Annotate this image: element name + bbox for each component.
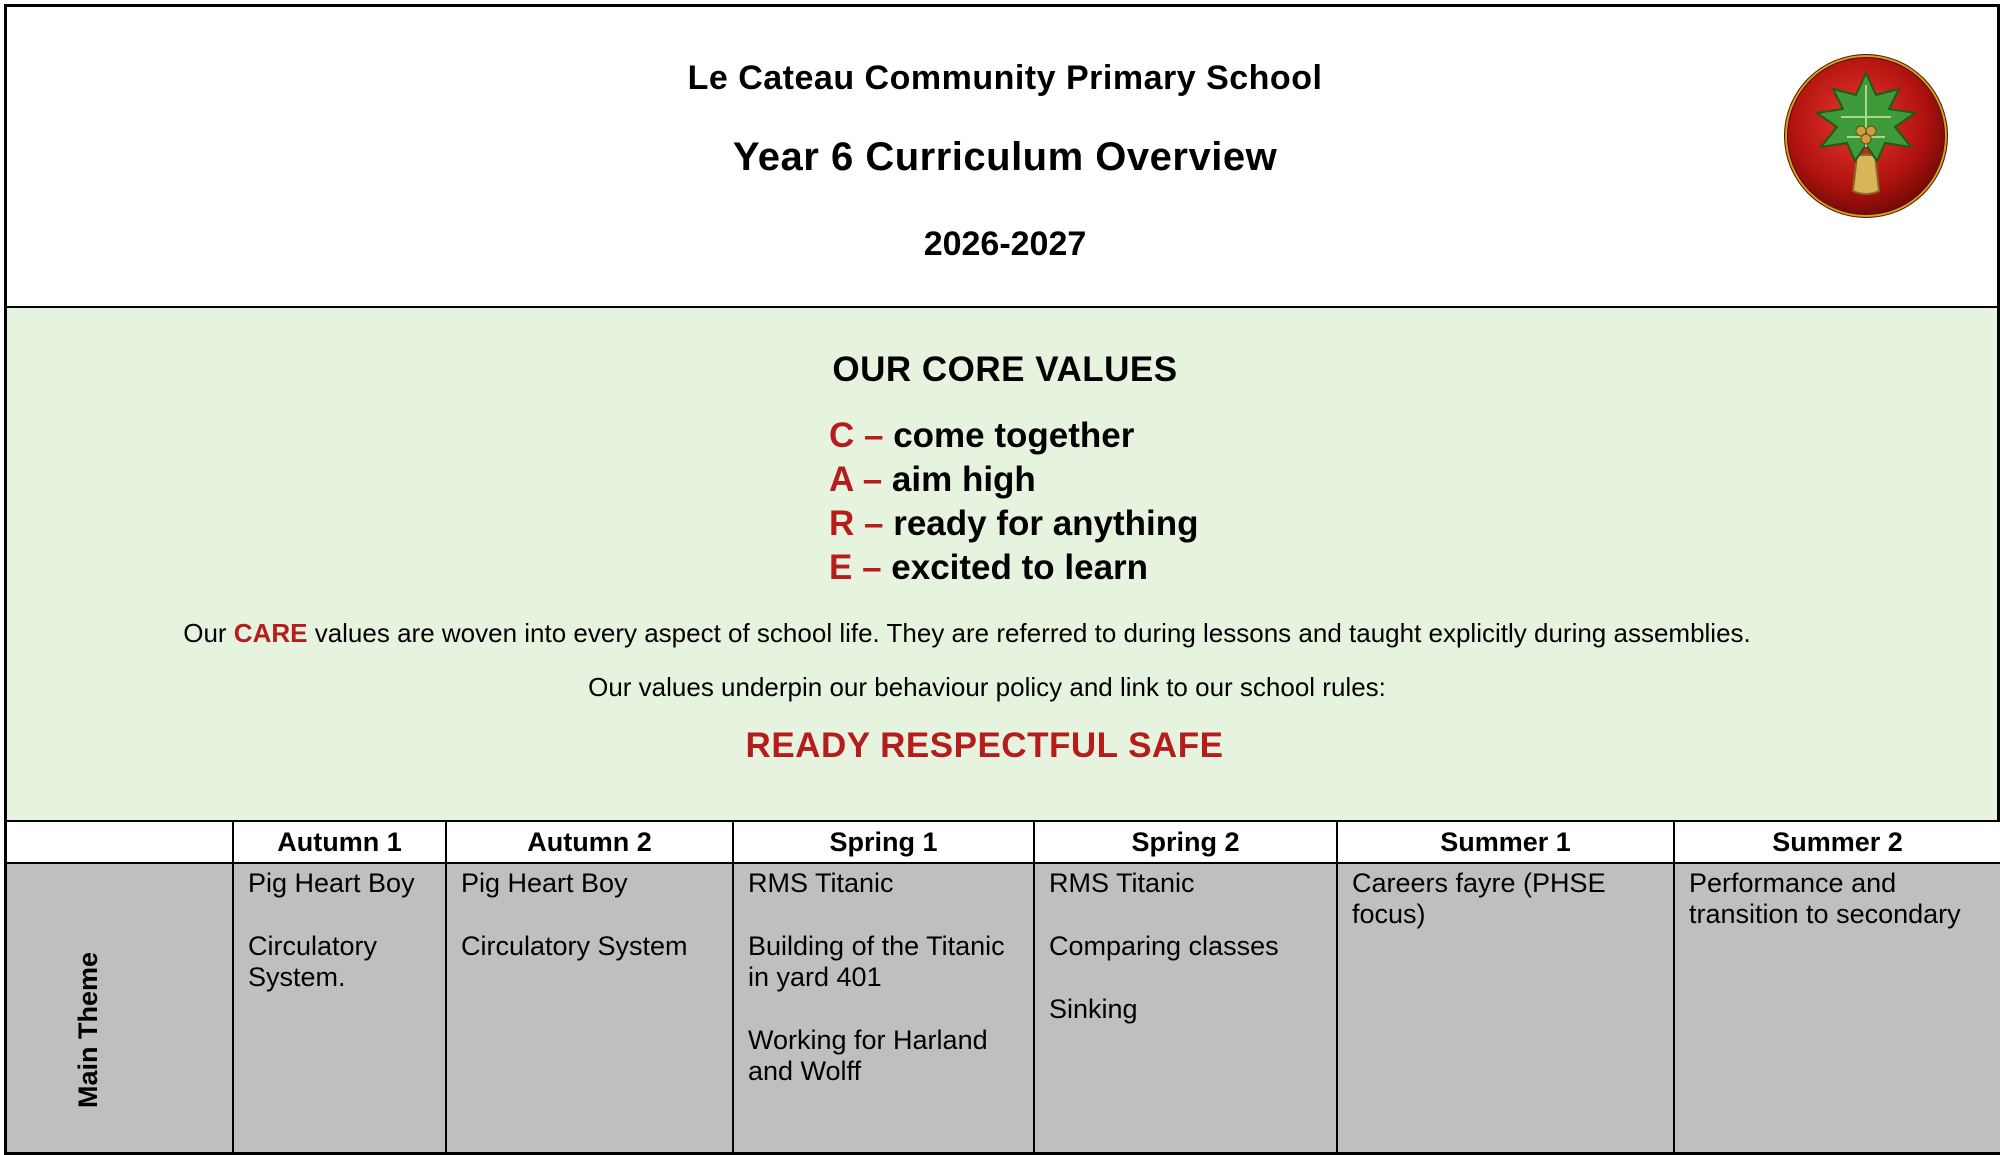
value-letter: A [829,460,853,499]
row-label-cell [7,864,234,1152]
theme-item: Circulatory System. [248,931,378,992]
cell-spring-1 [734,864,1035,1152]
value-letter: C [829,416,855,455]
value-item-a [829,458,1199,502]
value-dash: – [854,416,894,455]
header-summer-1: Summer 1 [1338,822,1675,864]
value-text: excited to learn [891,548,1149,587]
value-text: ready for anything [893,504,1199,543]
page-title: Year 6 Curriculum Overview [732,135,1278,179]
header-summer-2: Summer 2 [1675,822,2000,864]
curriculum-table [4,822,2000,1155]
value-item-r [829,502,1199,546]
value-item-e [829,546,1199,590]
header-spring-2: Spring 2 [1035,822,1338,864]
header-spring-1: Spring 1 [734,822,1035,864]
value-dash: – [852,548,892,587]
value-dash: – [852,460,892,499]
value-text: come together [893,416,1135,455]
document-header [4,4,2000,308]
curriculum-document [4,4,2000,1155]
theme-item: RMS Titanic [1049,868,1195,898]
theme-item: Circulatory System [461,931,688,961]
row-label-main-theme: Main Theme [73,951,103,1108]
care-suffix: values are woven into every aspect of school life. They are referred to during lessons and taught explicitly during assemblies. [307,618,1751,648]
core-values-section [4,308,2000,822]
cell-autumn-2 [447,864,734,1152]
theme-item: Performance and transition to secondary [1689,868,1961,929]
theme-item: Working for Harland and Wolff [748,1025,988,1086]
header-autumn-1: Autumn 1 [234,822,447,864]
school-rules: READY RESPECTFUL SAFE [745,726,1224,765]
value-item-c [829,414,1199,458]
theme-item: Pig Heart Boy [248,868,415,898]
rules-intro: Our values underpin our behaviour policy and link to our school rules: [588,672,1386,702]
theme-item: Building of the Titanic in yard 401 [748,931,1005,992]
value-text: aim high [891,460,1036,499]
header-autumn-2: Autumn 2 [447,822,734,864]
header-blank-cell [7,822,234,864]
theme-item: Careers fayre (PHSE focus) [1352,868,1606,929]
theme-item: Sinking [1049,994,1138,1024]
value-dash: – [854,504,894,543]
value-letter: E [829,548,853,587]
cell-autumn-1 [234,864,447,1152]
theme-item: RMS Titanic [748,868,894,898]
cell-summer-1 [1338,864,1675,1152]
care-prefix: Our [183,618,234,648]
care-description [7,618,1927,649]
school-crest-icon [1781,51,1951,221]
academic-year: 2026-2027 [923,225,1087,263]
cell-spring-2 [1035,864,1338,1152]
theme-item: Pig Heart Boy [461,868,628,898]
value-letter: R [829,504,855,543]
cell-summer-2 [1675,864,2000,1152]
care-word: CARE [233,618,308,648]
theme-item: Comparing classes [1049,931,1279,961]
school-name: Le Cateau Community Primary School [687,59,1323,97]
core-values-list [829,414,1199,590]
core-values-heading: OUR CORE VALUES [832,350,1178,389]
